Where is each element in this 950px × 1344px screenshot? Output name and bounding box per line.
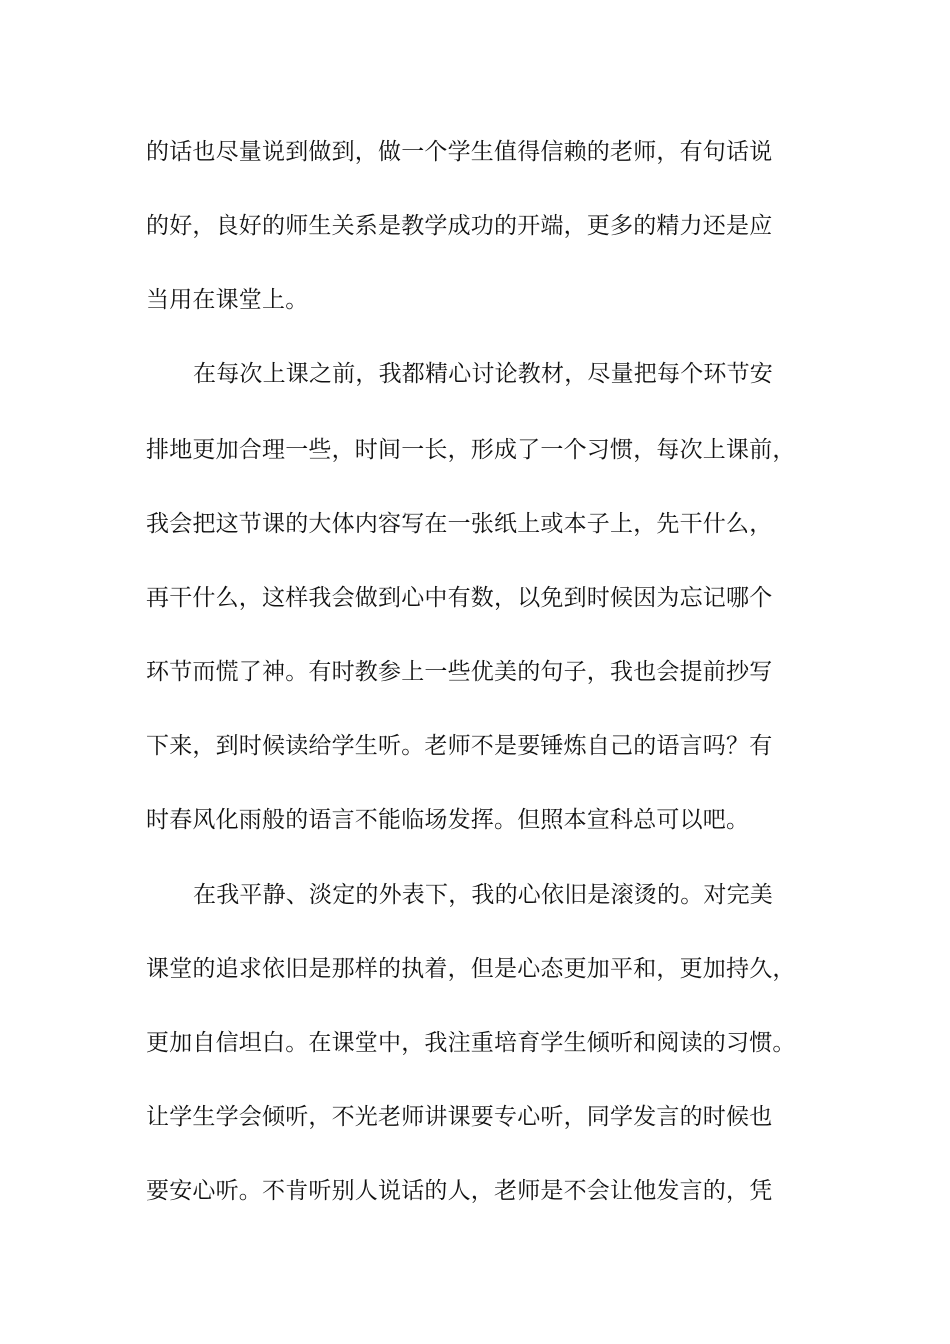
text-line: 我会把这节课的大体内容写在一张纸上或本子上，先干什么， bbox=[146, 511, 773, 537]
text-line: 再干什么，这样我会做到心中有数，以免到时候因为忘记哪个 bbox=[146, 585, 773, 611]
text-line: 的话也尽量说到做到，做一个学生值得信赖的老师，有句话说 bbox=[146, 139, 773, 165]
text-line: 环节而慌了神。有时教参上一些优美的句子，我也会提前抄写 bbox=[146, 659, 773, 685]
text-line: 当用在课堂上。 bbox=[146, 287, 309, 313]
text-line: 时春风化雨般的语言不能临场发挥。但照本宣科总可以吧。 bbox=[146, 807, 750, 833]
text-line: 要安心听。不肯听别人说话的人，老师是不会让他发言的，凭 bbox=[146, 1178, 773, 1204]
text-line: 让学生学会倾听，不光老师讲课要专心听，同学发言的时候也 bbox=[146, 1104, 773, 1130]
paragraph-first-line: 在每次上课之前，我都精心讨论教材，尽量把每个环节安 bbox=[193, 361, 773, 387]
text-line: 下来，到时候读给学生听。老师不是要锤炼自己的语言吗？有 bbox=[146, 733, 773, 759]
text-line: 更加自信坦白。在课堂中，我注重培育学生倾听和阅读的习惯。 bbox=[146, 1030, 796, 1056]
paragraph-first-line: 在我平静、淡定的外表下，我的心依旧是滚烫的。对完美 bbox=[193, 882, 773, 908]
text-line: 排地更加合理一些，时间一长，形成了一个习惯，每次上课前， bbox=[146, 437, 796, 463]
text-line: 课堂的追求依旧是那样的执着，但是心态更加平和，更加持久， bbox=[146, 956, 796, 982]
text-line: 的好，良好的师生关系是教学成功的开端，更多的精力还是应 bbox=[146, 213, 773, 239]
